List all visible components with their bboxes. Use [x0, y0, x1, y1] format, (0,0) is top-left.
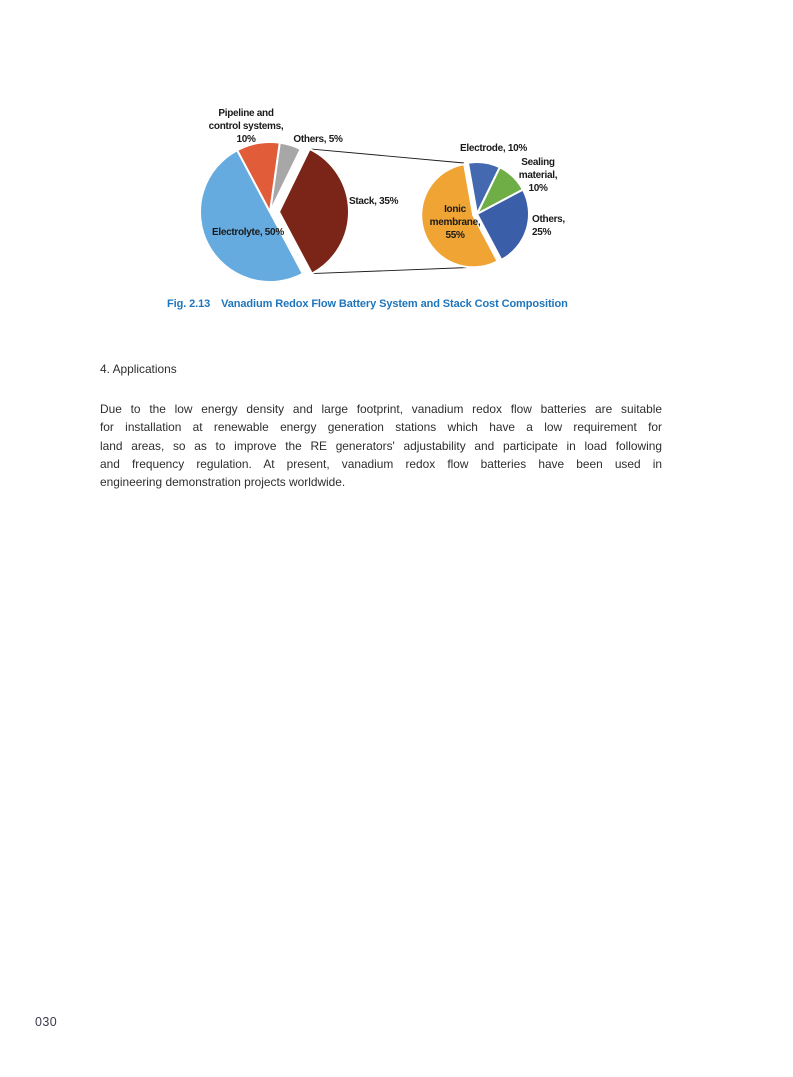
pie-slice-label-pipeline-and-control-systems: control systems,	[208, 121, 284, 132]
pie-slice-label-electrolyte: Electrolyte, 50%	[212, 227, 284, 238]
pie-slice-label-sealing-material: material,	[518, 170, 558, 181]
figure-caption	[167, 298, 568, 310]
paragraph-line: land areas, so as to improve the RE generators' adjustability and participate in load following	[100, 438, 662, 453]
figure-title: Vanadium Redox Flow Battery System and Stack Cost Composition	[221, 298, 568, 310]
pie-slice-label-electrode: Electrode, 10%	[460, 143, 527, 154]
system-cost-pie	[200, 108, 399, 282]
paragraph-line: engineering demonstration projects worldwide.	[100, 475, 346, 490]
pie-slice-label-ionic-membrane: Ionic	[444, 204, 466, 215]
connector-line	[310, 149, 464, 163]
pie-slice-label-pipeline-and-control-systems: Pipeline and	[218, 108, 274, 119]
paragraph-line: Due to the low energy density and large footprint, vanadium redox flow batteries are suitable	[100, 402, 662, 416]
stack-cost-pie	[421, 143, 565, 267]
pie-slice-label-ionic-membrane: membrane,	[429, 217, 481, 228]
pie-slice-label-ionic-membrane: 55%	[445, 230, 465, 241]
body-paragraph	[100, 400, 662, 491]
pie-slice-label-pipeline-and-control-systems: 10%	[236, 134, 256, 145]
cost-composition-chart	[150, 95, 620, 290]
pie-slice-label-others: Others,	[532, 214, 565, 225]
connector-line	[312, 267, 481, 274]
section-heading: 4. Applications	[100, 362, 177, 376]
paragraph-line: for installation at renewable energy generation stations which have a low requirement for	[100, 420, 662, 435]
pie-slice-label-others: Others, 5%	[293, 134, 343, 145]
pie-slice-label-others: 25%	[532, 227, 552, 238]
pie-slice-label-stack: Stack, 35%	[349, 196, 399, 207]
page-number: 030	[35, 1015, 58, 1029]
paragraph-line: and frequency regulation. At present, vanadium redox flow batteries have been used in	[100, 456, 662, 471]
pie-slice-label-sealing-material: Sealing	[521, 157, 555, 168]
figure-number: Fig. 2.13	[167, 298, 211, 310]
pie-slice-label-sealing-material: 10%	[528, 183, 548, 194]
